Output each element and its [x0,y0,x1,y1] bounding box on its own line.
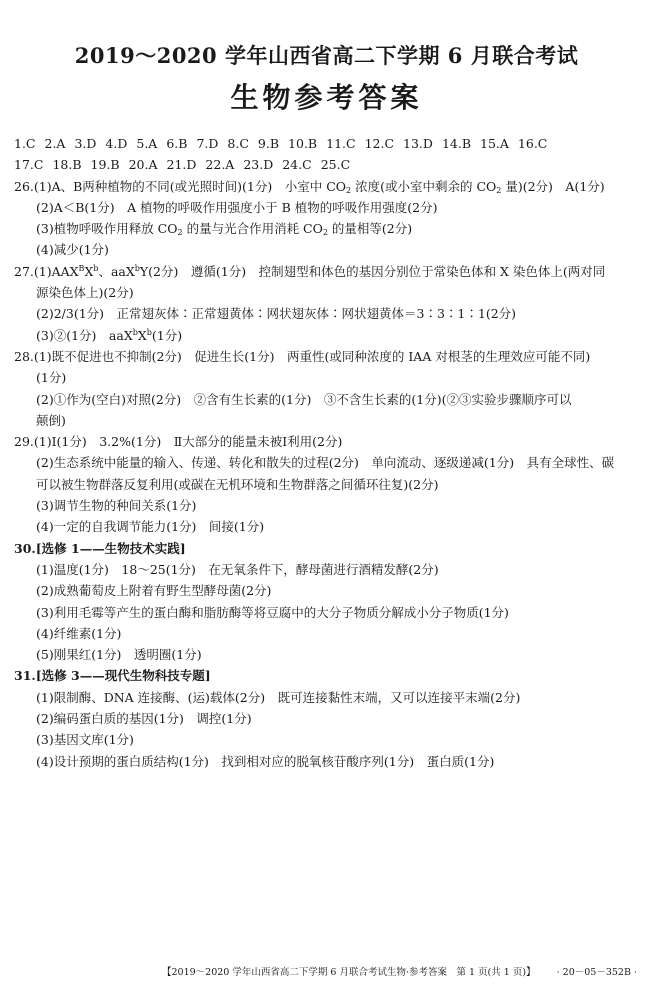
multiple-choice-answers-row-2 [14,154,642,175]
q28-line-3: (2)①作为(空白)对照(2分) ②含有生长素的(1分) ③不含生长素的(1分)(②③实验步骤顺序可以 [36,391,572,407]
mc-answer: 14.B [441,136,472,151]
mc-answer: 10.B [288,136,318,151]
q29-line-1: 29.(1)Ⅰ(1分) 3.2%(1分) Ⅱ大部分的能量未被Ⅰ利用(2分) [14,434,343,450]
q31-line-4: (4)设计预期的蛋白质结构(1分) 找到相对应的脱氧核苷酸序列(1分) 蛋白质(1分) [36,753,495,769]
q27-line-2: 源染色体上)(2分) [36,285,134,301]
q28-line-2: (1分) [36,370,67,386]
q26-line-1: 26.(1)A、B两种植物的不同(或光照时间)(1分) 小室中 $CO_2$ 浓度(或小室中剩余的 $CO_2$ 量)(2分) A(1分) [14,178,605,195]
q30-line-5: (5)刚果红(1分) 透明圈(1分) [36,647,202,663]
q28-line-1: 28.(1)既不促进也不抑制(2分) 促进生长(1分) 两重性(或同种浓度的 IAA 对根茎的生理效应可能不同) [14,348,591,364]
mc-answer: 21.D [166,157,197,173]
mc-answer: 5.A [136,136,158,151]
footer-code: · 20－05－352B · [556,967,637,978]
q30-heading: 30.[选修 1——生物技术实践] [14,540,186,556]
answer-key-title: 生物参考答案 [230,81,423,114]
q28-line-4: 颠倒) [36,412,66,428]
mc-answer: 12.C [364,136,395,151]
mc-answer: 18.B [52,157,82,173]
q29-line-3: 可以被生物群落反复利用(或碳在无机环境和生物群落之间循环往复)(2分) [36,476,439,492]
q26-line-4: (4)减少(1分) [36,242,109,258]
q26-line-2: (2)A＜B(1分) A 植物的呼吸作用强度小于 B 植物的呼吸作用强度(2分) [36,199,438,215]
q29-line-5: (4)一定的自我调节能力(1分) 间接(1分) [36,519,265,535]
q29-line-2: (2)生态系统中能量的输入、传递、转化和散失的过程(2分) 单向流动、逐级递减(1分) 具有全球性、碳 [36,455,615,471]
mc-answer: 23.D [243,157,274,173]
mc-answer: 4.D [105,136,128,151]
mc-answer: 1.C [14,136,36,151]
mc-answer: 20.A [128,157,158,173]
q29-line-4: (3)调节生物的种间关系(1分) [36,498,197,514]
mc-answer: 17.C [14,157,44,173]
q26-line-3: (3)植物呼吸作用释放 $CO_2$ 的量与光合作用消耗 $CO_2$ 的量相等(2分) [36,221,413,238]
mc-answer: 25.C [320,157,351,173]
q27-line-4: (3)②(1分) $aaX^bX^b(1$分) [36,327,183,343]
mc-answer: 3.D [74,136,97,151]
footer-source: 【2019～2020 学年山西省高二下学期 6 月联合考试生物·参考答案 第 1 页(共 1 页)】 [162,967,536,978]
q30-line-2: (2)成熟葡萄皮上附着有野生型酵母菌(2分) [36,583,272,599]
mc-answer: 11.C [326,136,356,151]
answer-content [14,133,642,772]
exam-title: 2019～2020 学年山西省高二下学期 6 月联合考试 [74,43,579,68]
q27-line-1: $27.(1)AAX^BX^b$、aaX$^b$Y(2分) 遵循(1分) 控制翅型和体色的基因分别位于常染色体和 X 染色体上(两对同 [14,263,606,279]
mc-answer: 19.B [90,157,120,173]
mc-answer: 8.C [227,136,249,151]
q30-line-1: (1)温度(1分) 18～25(1分) 在无氧条件下，酵母菌进行酒精发酵(2分) [36,561,439,577]
q31-line-1: (1)限制酶、DNA 连接酶、(运)载体(2分) 既可连接黏性末端，又可以连接平末端(2分) [36,689,521,705]
mc-answer: 22.A [205,157,235,173]
q31-heading: 31.[选修 3——现代生物科技专题] [14,668,211,684]
mc-answer: 7.D [196,136,219,151]
mc-answer: 9.B [257,136,280,151]
mc-answer: 15.A [480,136,509,151]
mc-answer: 16.C [517,136,548,151]
mc-answer: 6.B [166,136,188,151]
q31-line-2: (2)编码蛋白质的基因(1分) 调控(1分) [36,711,252,727]
q30-line-3: (3)利用毛霉等产生的蛋白酶和脂肪酶等将豆腐中的大分子物质分解成小分子物质(1分) [36,604,509,620]
multiple-choice-answers-row-1 [14,133,642,154]
q30-line-4: (4)纤维素(1分) [36,625,122,641]
q27-line-3: (2)2/3(1分) 正常翅灰体∶正常翅黄体∶网状翅灰体∶网状翅黄体＝3∶3∶1∶1(2分) [36,306,517,322]
mc-answer: 2.A [44,136,66,151]
mc-answer: 24.C [282,157,312,173]
q31-line-3: (3)基因文库(1分) [36,732,134,748]
mc-answer: 13.D [403,136,433,151]
